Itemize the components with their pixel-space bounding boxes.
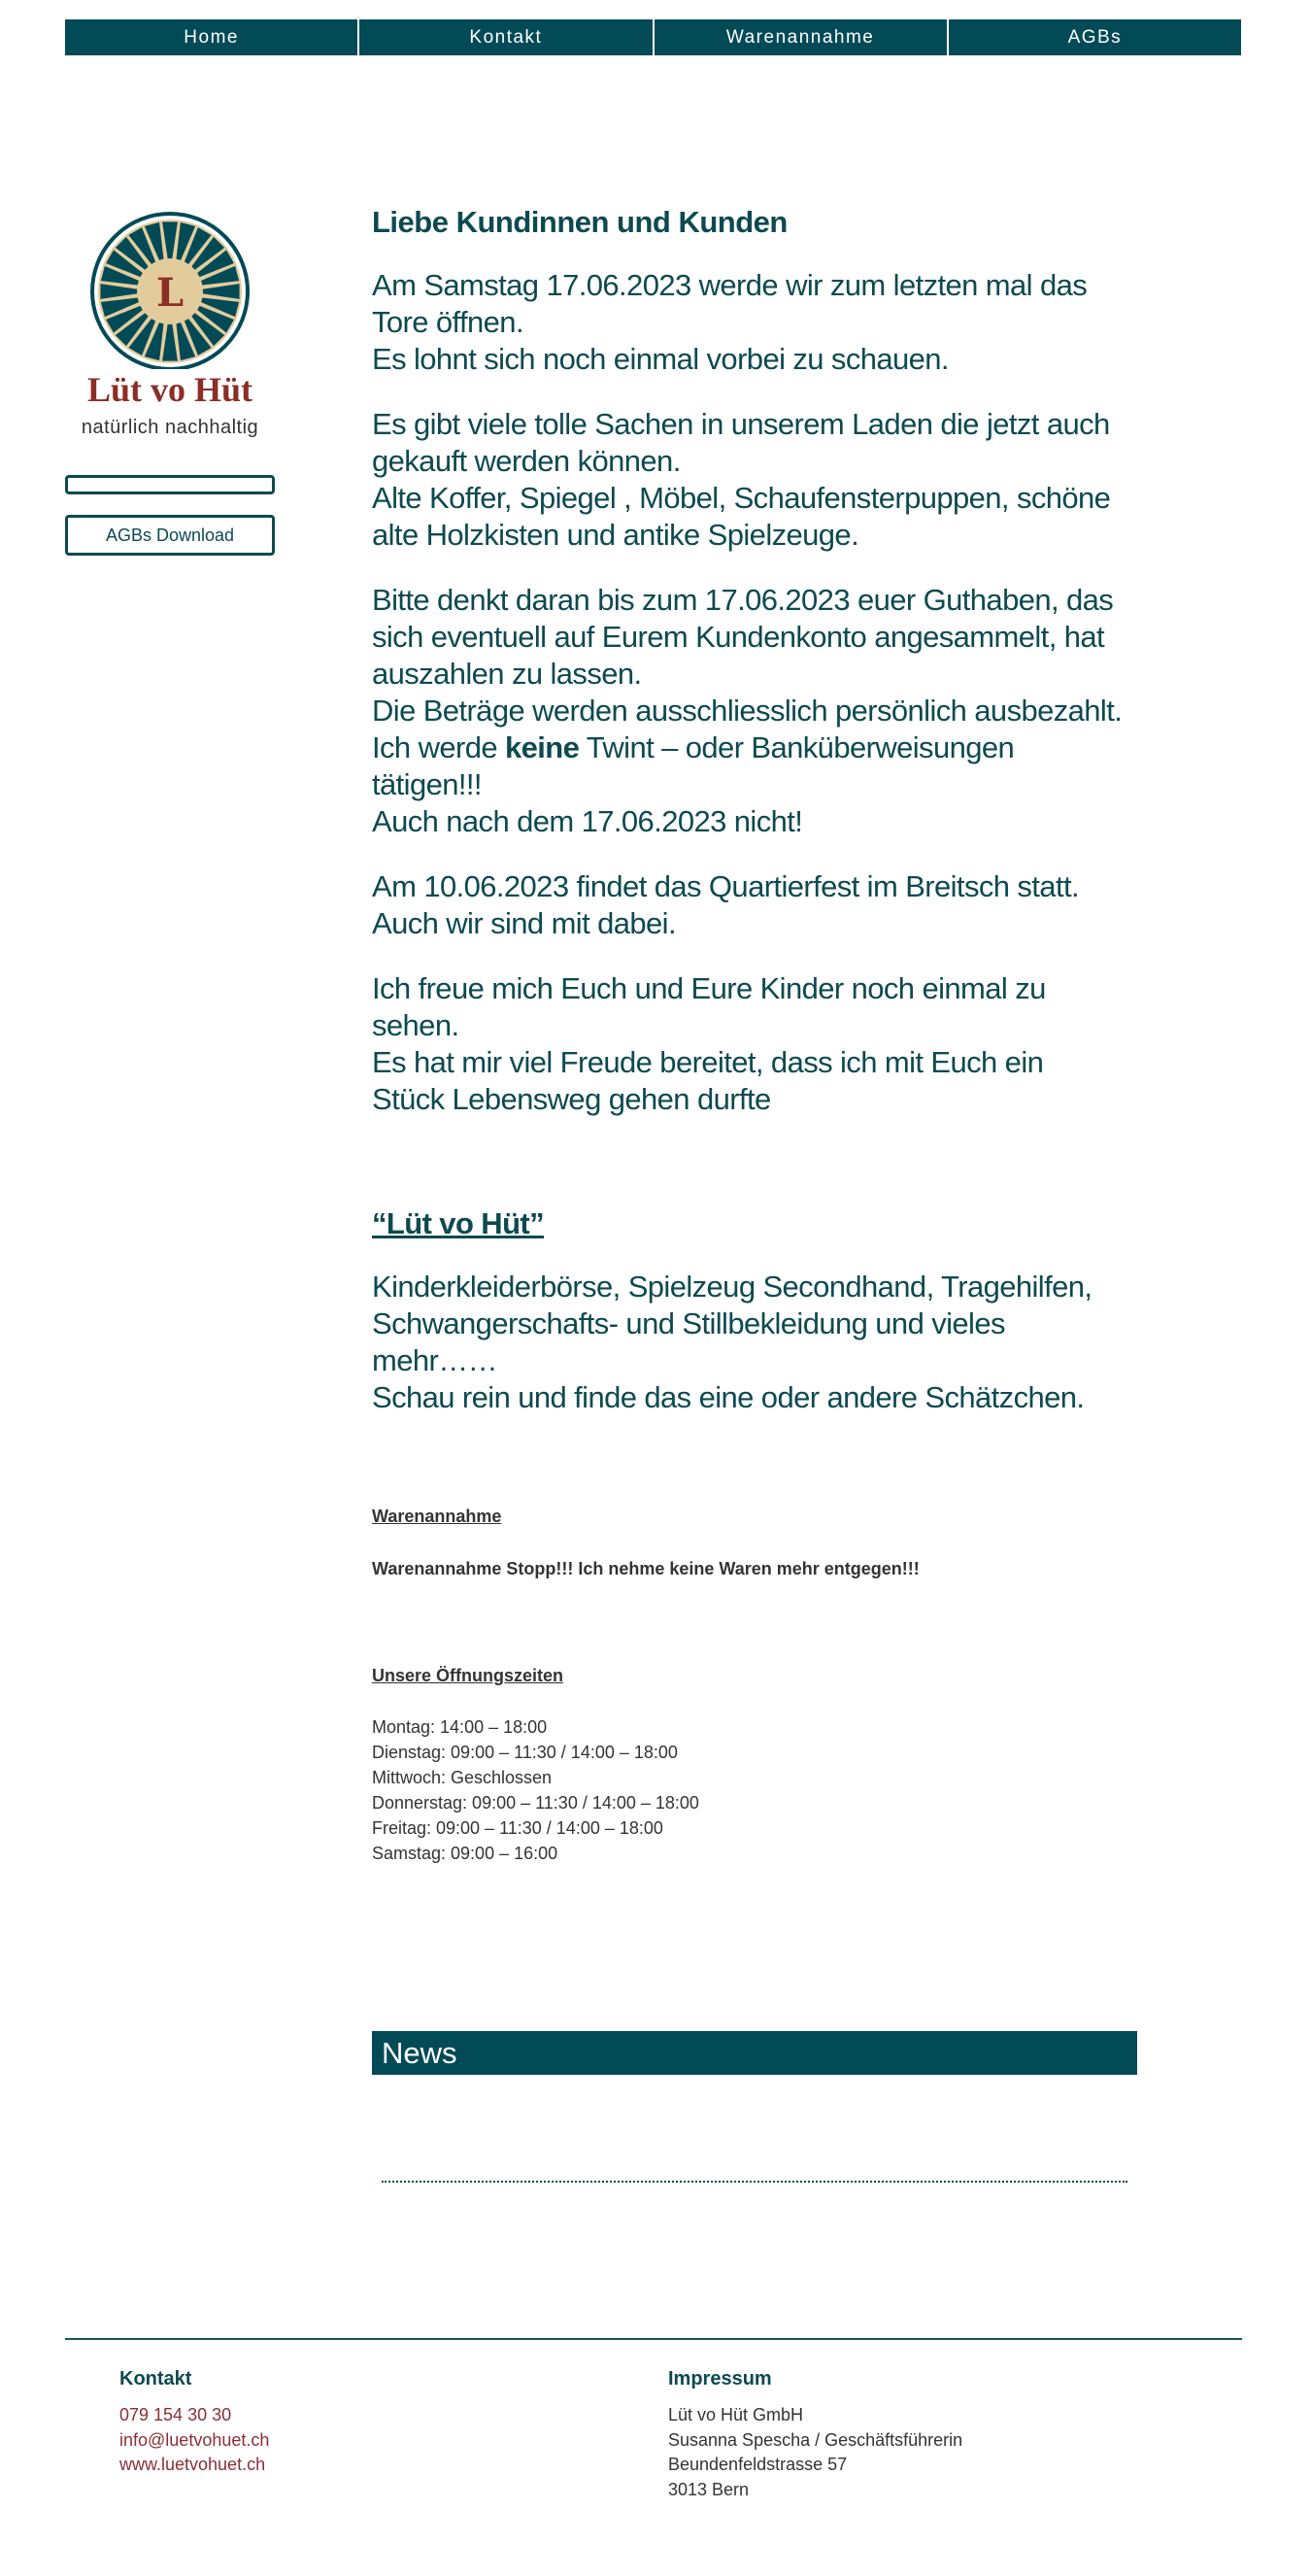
brand-tagline: natürlich nachhaltig	[81, 417, 259, 438]
hours-title: Unsere Öffnungszeiten	[372, 1666, 564, 1685]
impressum-line: Beundenfeldstrasse 57	[668, 2455, 848, 2474]
text-line: Am 10.06.2023 findet das Quartierfest im Breitsch statt.	[372, 869, 1079, 903]
website-link[interactable]: www.luetvohuet.ch	[119, 2455, 266, 2474]
nav-home[interactable]: Home	[65, 19, 357, 55]
svg-text:L: L	[155, 270, 185, 316]
text-line: Auch nach dem 17.06.2023 nicht!	[372, 804, 803, 838]
warenannahme-title: Warenannahme	[372, 1507, 502, 1526]
text-line: tätigen!!!	[372, 767, 482, 801]
paragraph-guthaben	[372, 582, 1149, 840]
text-line: Es gibt viele tolle Sachen in unserem Laden die jetzt auch	[372, 407, 1110, 441]
page-heading: Liebe Kundinnen und Kunden	[372, 205, 788, 239]
paragraph-farewell	[372, 970, 1149, 1118]
nav-agbs[interactable]: AGBs	[949, 19, 1241, 55]
paragraph-closing	[372, 267, 1149, 378]
footer-kontakt-column	[119, 2367, 668, 2502]
footer-impressum-title: Impressum	[668, 2368, 772, 2390]
nav-kontakt[interactable]: Kontakt	[359, 19, 652, 55]
warenannahme-text: Warenannahme Stopp!!! Ich nehme keine Waren mehr entgegen!!!	[372, 1559, 920, 1578]
footer-divider	[65, 2338, 1242, 2340]
hours-row: Mittwoch: Geschlossen	[372, 1768, 553, 1787]
brand-heading: “Lüt vo Hüt”	[372, 1206, 545, 1240]
hours-row: Dienstag: 09:00 – 11:30 / 14:00 – 18:00	[372, 1743, 678, 1762]
emphasis: keine	[505, 730, 580, 764]
text-line: Tore öffnen.	[372, 305, 523, 339]
text-line: Es hat mir viel Freude bereitet, dass ich mit Euch ein	[372, 1045, 1044, 1079]
hours-row: Freitag: 09:00 – 11:30 / 14:00 – 18:00	[372, 1818, 663, 1838]
text-line: Schau rein und finde das eine oder andere Schätzchen.	[372, 1380, 1085, 1414]
footer-impressum	[668, 2403, 1217, 2502]
hours-row: Montag: 14:00 – 18:00	[372, 1717, 548, 1737]
text-line: alte Holzkisten und antike Spielzeuge.	[372, 518, 859, 552]
text-line: Kinderkleiderbörse, Spielzeug Secondhand, Tragehilfen,	[372, 1270, 1092, 1304]
text-line	[372, 729, 1149, 766]
hours-row: Donnerstag: 09:00 – 11:30 / 14:00 – 18:00	[372, 1793, 699, 1813]
text-line: auszahlen zu lassen.	[372, 657, 642, 691]
text: Twint – oder Banküberweisungen	[579, 730, 1015, 764]
brand-name: Lüt vo Hüt	[86, 370, 253, 409]
phone-link[interactable]: 079 154 30 30	[119, 2405, 232, 2424]
text-line: Es lohnt sich noch einmal vorbei zu schauen.	[372, 342, 949, 376]
text-line: sehen.	[372, 1008, 459, 1042]
text-line: sich eventuell auf Eurem Kundenkonto angesammelt, hat	[372, 620, 1105, 654]
paragraph-assortment	[372, 1269, 1149, 1416]
paragraph-offers	[372, 406, 1149, 554]
paragraph-quartierfest	[372, 868, 1149, 942]
footer	[0, 2367, 1311, 2541]
footer-kontakt	[119, 2403, 668, 2478]
impressum-line: 3013 Bern	[668, 2479, 750, 2499]
text-line: Schwangerschafts- und Stillbekleidung und vieles	[372, 1306, 1005, 1340]
text-line: Bitte denkt daran bis zum 17.06.2023 euer Guthaben, das	[372, 583, 1114, 617]
text: Ich werde	[372, 730, 506, 764]
news-header: News	[372, 2031, 1137, 2075]
text-line: Ich freue mich Euch und Eure Kinder noch einmal zu	[372, 971, 1046, 1005]
nav-warenannahme[interactable]: Warenannahme	[655, 19, 947, 55]
text-line: Auch wir sind mit dabei.	[372, 906, 676, 940]
text-line: Stück Lebensweg gehen durfte	[372, 1082, 771, 1116]
text-line: mehr……	[372, 1343, 498, 1377]
email-link[interactable]: info@luetvohuet.ch	[119, 2429, 270, 2450]
impressum-line: Susanna Spescha / Geschäftsführerin	[668, 2429, 963, 2450]
content-flow	[0, 204, 1311, 2541]
text-line: Am Samstag 17.06.2023 werde wir zum letzten mal das	[372, 268, 1088, 302]
text-line: gekauft werden können.	[372, 444, 681, 478]
main-nav	[65, 19, 1241, 55]
opening-hours	[372, 1714, 1149, 1866]
impressum-line: Lüt vo Hüt GmbH	[668, 2405, 804, 2424]
news-divider	[382, 2181, 1127, 2183]
text-line: Die Beträge werden ausschliesslich persönlich ausbezahlt.	[372, 694, 1123, 728]
agbs-download-button[interactable]: AGBs Download	[65, 515, 275, 556]
footer-kontakt-title: Kontakt	[119, 2368, 192, 2390]
footer-impressum-column	[668, 2367, 1217, 2502]
text-line: Alte Koffer, Spiegel , Möbel, Schaufensterpuppen, schöne	[372, 481, 1111, 515]
hours-row: Samstag: 09:00 – 16:00	[372, 1844, 558, 1863]
